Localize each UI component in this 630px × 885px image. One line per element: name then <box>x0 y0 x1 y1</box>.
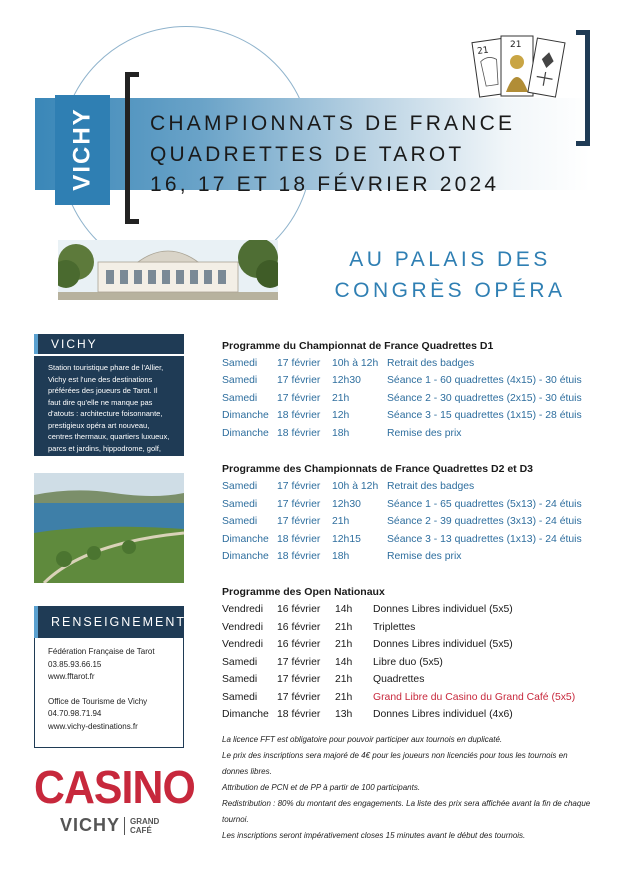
left-bracket <box>125 72 139 224</box>
right-bracket <box>576 30 590 146</box>
title-line-3: 16, 17 ET 18 FÉVRIER 2024 <box>150 173 500 196</box>
rens-line-2: 03.85.93.66.15 <box>48 659 102 669</box>
renseignements-title: RENSEIGNEMENTS <box>34 606 184 638</box>
rens-line-3[interactable]: www.fftarot.fr <box>48 672 95 681</box>
casino-logo-city: VICHY <box>60 815 121 835</box>
palais-des-congres-image <box>58 240 278 300</box>
note-3: Attribution de PCN et de PP à partir de 100 participants. <box>222 783 421 792</box>
rens-line-1: Fédération Française de Tarot <box>48 647 155 656</box>
program-d1-title: Programme du Championnat de France Quadrettes D1 <box>222 340 494 352</box>
rens-line-7[interactable]: www.vichy-destinations.fr <box>48 721 138 731</box>
rens-spacer <box>48 684 170 696</box>
venue-line-1: AU PALAIS DES <box>349 248 551 271</box>
note-4: Redistribution : 80% du montant des engagements. La liste des prix sera affichée avant la fin de chaque tournoi. <box>222 799 591 824</box>
title-line-1: CHAMPIONNATS DE FRANCE <box>150 112 516 135</box>
vichy-description: Station touristique phare de l'Allier, Vichy est l'une des destinations préférées des joueurs de Tarot. Il faut dire qu'elle ne manque pas d'atouts : architecture foisonnante, prestigieux opéra art nouveau, centres thermaux, quartiers luxueux, parcs et jardins, hippodrome, golf, boutiques de mode. <box>34 356 184 456</box>
program-open-title: Programme des Open Nationaux <box>222 586 385 598</box>
rens-line-5: Office de Tourisme de Vichy <box>48 696 148 706</box>
program-d2d3-title: Programme des Championnats de France Quadrettes D2 et D3 <box>222 463 534 475</box>
casino-sub-1: GRAND <box>130 817 160 826</box>
notes-block <box>222 732 592 844</box>
note-1: La licence FFT est obligatoire pour pouvoir participer aux tournois en duplicaté. <box>222 735 503 744</box>
note-2: Le prix des inscriptions sera majoré de 4€ pour les joueurs non licenciés pour tous les tournois en donnes libres. <box>222 751 568 776</box>
highlight-event: Grand Libre du Casino du Grand Café (5x5) <box>373 692 576 703</box>
card-label-center: 21 <box>510 40 522 50</box>
tarot-cards-illustration <box>468 30 568 100</box>
vichy-vertical-label: VICHY <box>68 107 96 191</box>
venue-line-2: CONGRÈS OPÉRA <box>334 279 566 302</box>
vichy-box-title: VICHY <box>34 334 184 354</box>
rens-line-6: 04.70.98.71.94 <box>48 709 102 718</box>
card-label-left: 21 <box>476 45 490 57</box>
vichy-river-image <box>34 473 184 583</box>
casino-logo-word: CASINO <box>34 761 195 813</box>
title-line-2: QUADRETTES DE TAROT <box>150 143 465 166</box>
casino-sub-2: CAFÉ <box>130 826 152 835</box>
casino-logo-sub <box>124 817 159 835</box>
renseignements-body <box>34 638 184 748</box>
note-5: Les inscriptions seront impérativement closes 15 minutes avant le début des tournois. <box>222 831 526 840</box>
